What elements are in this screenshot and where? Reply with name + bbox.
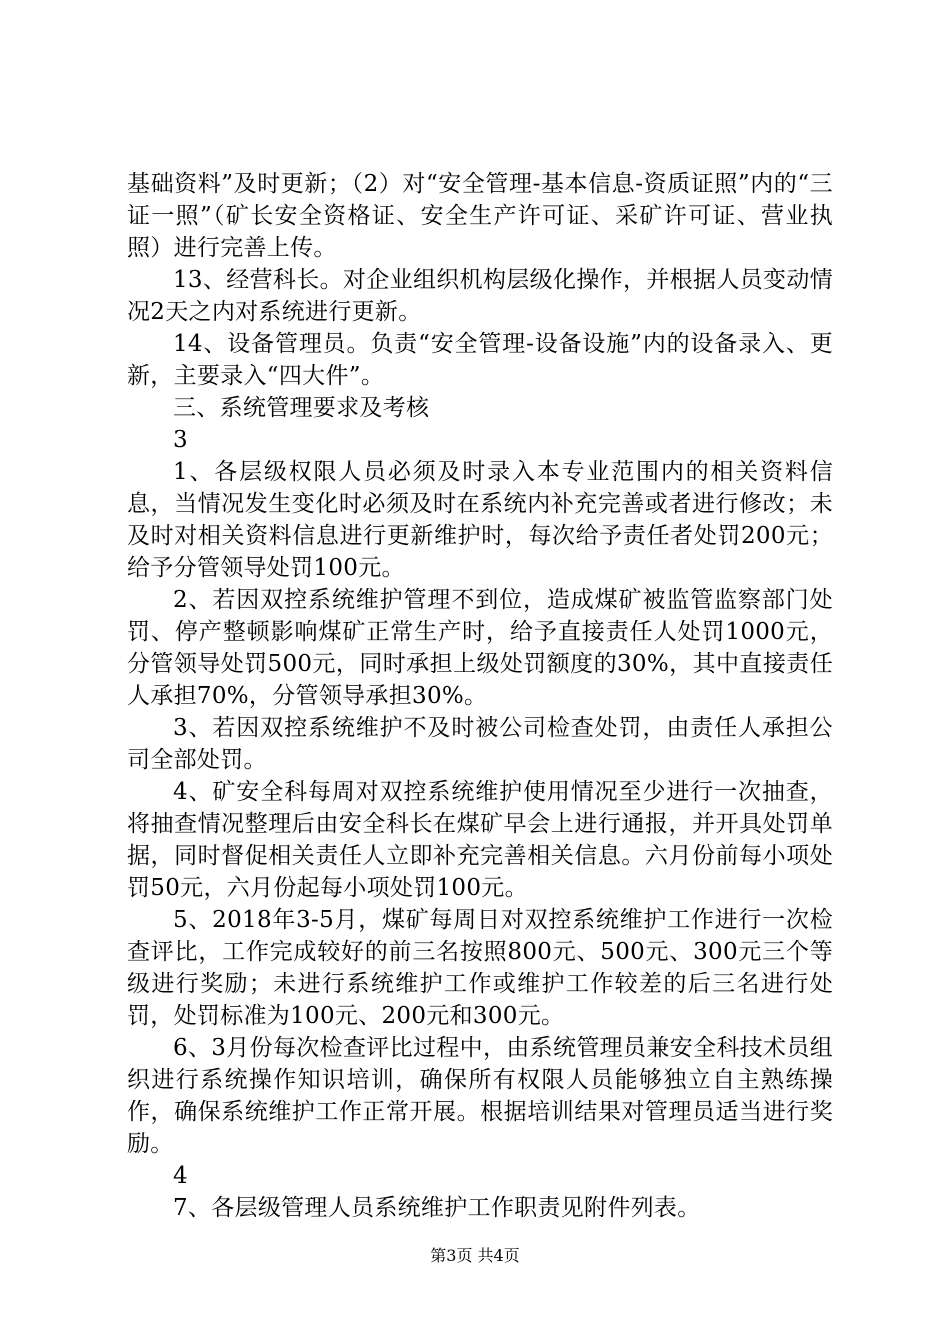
page-marker: 3 bbox=[173, 427, 188, 453]
paragraph-rule-5: 5、2018年3-5月，煤矿每周日对双控系统维护工作进行一次检查评比，工作完成较好的前三名按照800元、500元、300元三个等级进行奖励；未进行系统维护工作或维护工作较差的后三名进行处罚，处罚标准为100元、200元和300元。 bbox=[127, 907, 833, 1029]
paragraph-rule-7: 7、各层级管理人员系统维护工作职责见附件列表。 bbox=[173, 1195, 701, 1221]
paragraph-rule-4: 4、矿安全科每周对双控系统维护使用情况至少进行一次抽查，将抽查情况整理后由安全科长在煤矿早会上进行通报，并开具处罚单据，同时督促相关责任人立即补充完善相关信息。六月份前每小项处罚50元，六月份起每小项处罚100元。 bbox=[127, 779, 833, 901]
section-heading: 三、系统管理要求及考核 bbox=[173, 395, 430, 421]
paragraph-item-13: 13、经营科长。对企业组织机构层级化操作，并根据人员变动情况2天之内对系统进行更新。 bbox=[127, 267, 833, 325]
page-footer: 第3页 共4页 bbox=[430, 1246, 520, 1265]
page-marker: 4 bbox=[173, 1163, 188, 1189]
paragraph-item-14: 14、设备管理员。负责“安全管理-设备设施”内的设备录入、更新，主要录入“四大件”。 bbox=[127, 331, 833, 389]
paragraph-rule-2: 2、若因双控系统维护管理不到位，造成煤矿被监管监察部门处罚、停产整顿影响煤矿正常生产时，给予直接责任人处罚1000元，分管领导处罚500元，同时承担上级处罚额度的30%，其中直接责任人承担70%，分管领导承担30%。 bbox=[127, 587, 833, 709]
document-body bbox=[127, 168, 833, 1224]
paragraph-rule-6: 6、3月份每次检查评比过程中，由系统管理员兼安全科技术员组织进行系统操作知识培训，确保所有权限人员能够独立自主熟练操作，确保系统维护工作正常开展。根据培训结果对管理员适当进行奖励。 bbox=[127, 1035, 833, 1157]
paragraph-continuation: 基础资料”及时更新；（2）对“安全管理-基本信息-资质证照”内的“三证一照”（矿长安全资格证、安全生产许可证、采矿许可证、营业执照）进行完善上传。 bbox=[127, 171, 833, 261]
paragraph-rule-3: 3、若因双控系统维护不及时被公司检查处罚，由责任人承担公司全部处罚。 bbox=[127, 715, 833, 773]
paragraph-rule-1: 1、各层级权限人员必须及时录入本专业范围内的相关资料信息，当情况发生变化时必须及时在系统内补充完善或者进行修改；未及时对相关资料信息进行更新维护时，每次给予责任者处罚200元；给予分管领导处罚100元。 bbox=[127, 459, 833, 581]
